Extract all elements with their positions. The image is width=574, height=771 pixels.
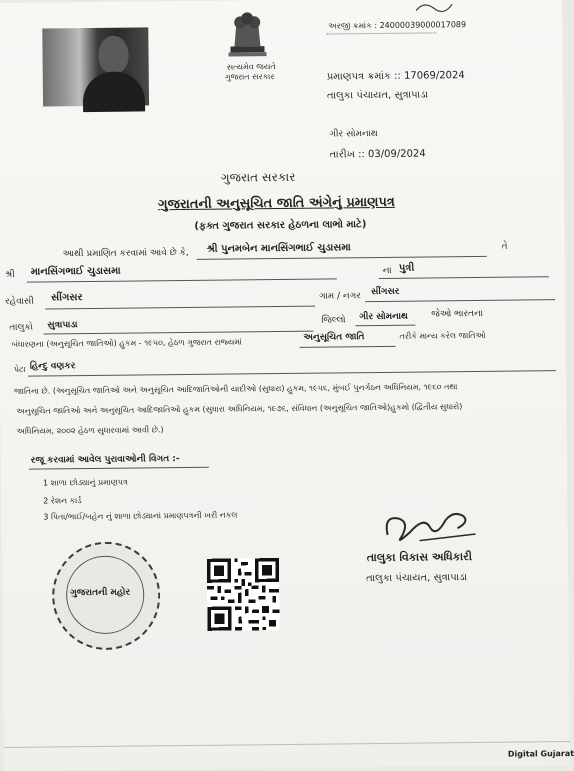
signatory-office: તાલુકા પંચાયત, સુત્રાપાડા: [365, 572, 468, 585]
certificate-number: પ્રમાણપત્ર ક્રમાંક :: 17069/2024: [326, 70, 465, 83]
certificate-subtitle: (ફક્ત ગુજરાત સરકાર હેઠળના લાભો માટે): [194, 219, 367, 232]
district-value: ગીર સોમનાથ: [359, 311, 408, 323]
order-text-a: બંધારણના (અનુસૂચિત જાતિઓ) હુકમ - ૧૯૫૦, હેઠળ ગુજરાત રાજ્યમાં: [11, 337, 242, 349]
legal-text-2: અનુસૂચિત જાતિઓ અને અનુસૂચિત આદિજાતિઓ હુકમ (સુધારા અધિનિયમ, ૧૯૭૬, સંવિધાન (અનુસૂચિત જાતિઓ)હુકમો (દ્વિતીય સુધારો): [16, 402, 463, 416]
signatory-designation: તાલુકા વિકાસ અધિકારી: [366, 550, 473, 565]
issuing-district: ગીર સોમનાથ: [329, 128, 378, 140]
village-label: ગામ / નગર: [319, 291, 361, 302]
footer-watermark: Digital Gujarat: [507, 748, 574, 759]
government-title: ગુજરાત સરકાર: [220, 169, 296, 185]
taluka-value: સુત્રાપાડા: [47, 320, 78, 331]
resident-label: રહેવાસી: [5, 296, 34, 307]
seal-text: ગુજરાતની મહોર: [70, 587, 131, 599]
taluka-label: તાલુકો: [9, 322, 34, 333]
village-value: સીંગસર: [370, 286, 400, 298]
top-scribble-icon: [414, 0, 454, 17]
father-name: માનસિંગભાઈ ચુડાસમા: [30, 265, 121, 278]
resident-value: સીંગસર: [51, 292, 83, 304]
peta-label: પેટા: [13, 364, 26, 374]
certificate-title: ગુજરાતની અનુસૂચિત જાતિ અંગેનું પ્રમાણપત્ર: [158, 194, 395, 213]
holder-name: શ્રી પુનમબેન માનસિંગભાઈ ચુડાસમા: [206, 242, 351, 255]
legal-text-3: અધિનિયમ, ૨૦૦૨ હેઠળ સુધારવામાં આવી છે.): [16, 425, 164, 436]
applicant-photo: [42, 27, 149, 106]
intro-text: આથી પ્રમાણિત કરવામાં આવે છે કે,: [62, 247, 189, 260]
application-serial: અરજી ક્રમાંક : 24000039000017089: [328, 20, 467, 31]
officer-signature-icon: [379, 504, 479, 551]
issuing-office: તાલુકા પંચાયત, સુત્રાપાડા: [326, 89, 429, 102]
category-value: અનુસૂચિત જાતિ: [303, 332, 365, 343]
district-label: જિલ્લો: [321, 315, 346, 326]
relation-value: પુત્રી: [398, 262, 415, 274]
emblem-govt-caption: ગુજરાત સરકાર: [224, 72, 275, 82]
national-emblem-icon: [222, 6, 273, 65]
document-item: 1 શાળા છોડ્યાનું પ્રમાણપત્ર: [42, 477, 128, 488]
qr-code-icon: [207, 558, 280, 631]
shri-label: શ્રી: [4, 269, 15, 280]
caste-value: હિન્દુ વણકર: [29, 361, 76, 372]
documents-heading: રજૂ કરવામાં આવેલ પુરાવાઓની વિગત :-: [30, 454, 180, 466]
document-item: 2 રેશન કાર્ડ: [43, 496, 82, 506]
order-text-b: તરીકે માન્ય કરેલ જાતિઓ: [399, 330, 486, 341]
issue-date: તારીખ :: 03/09/2024: [329, 148, 426, 161]
document-item: 3 પિતા/ભાઈ/બહેન નું શાળા છોડ્યાનાં પ્રમાણપત્રની ખરી નકલ: [43, 510, 238, 522]
te-text: તે: [501, 241, 508, 252]
official-seal: [52, 541, 161, 650]
emblem-caption: સત્યમેવ જયતે: [226, 62, 276, 72]
india-label: જેઓ ભારતના: [431, 308, 484, 320]
legal-text-1: જાતિના છે. (અનુસૂચિત જાતિઓ અને અનુસૂચિત આદિજાતિઓની યાદીઓ (સુધારા) હુકમ, ૧૯૫૬, મુંબઈ પુનર્ગઠન અધિનિયમ, ૧૯૬૦ તથા: [14, 382, 458, 396]
relation-label: ના: [382, 265, 392, 276]
